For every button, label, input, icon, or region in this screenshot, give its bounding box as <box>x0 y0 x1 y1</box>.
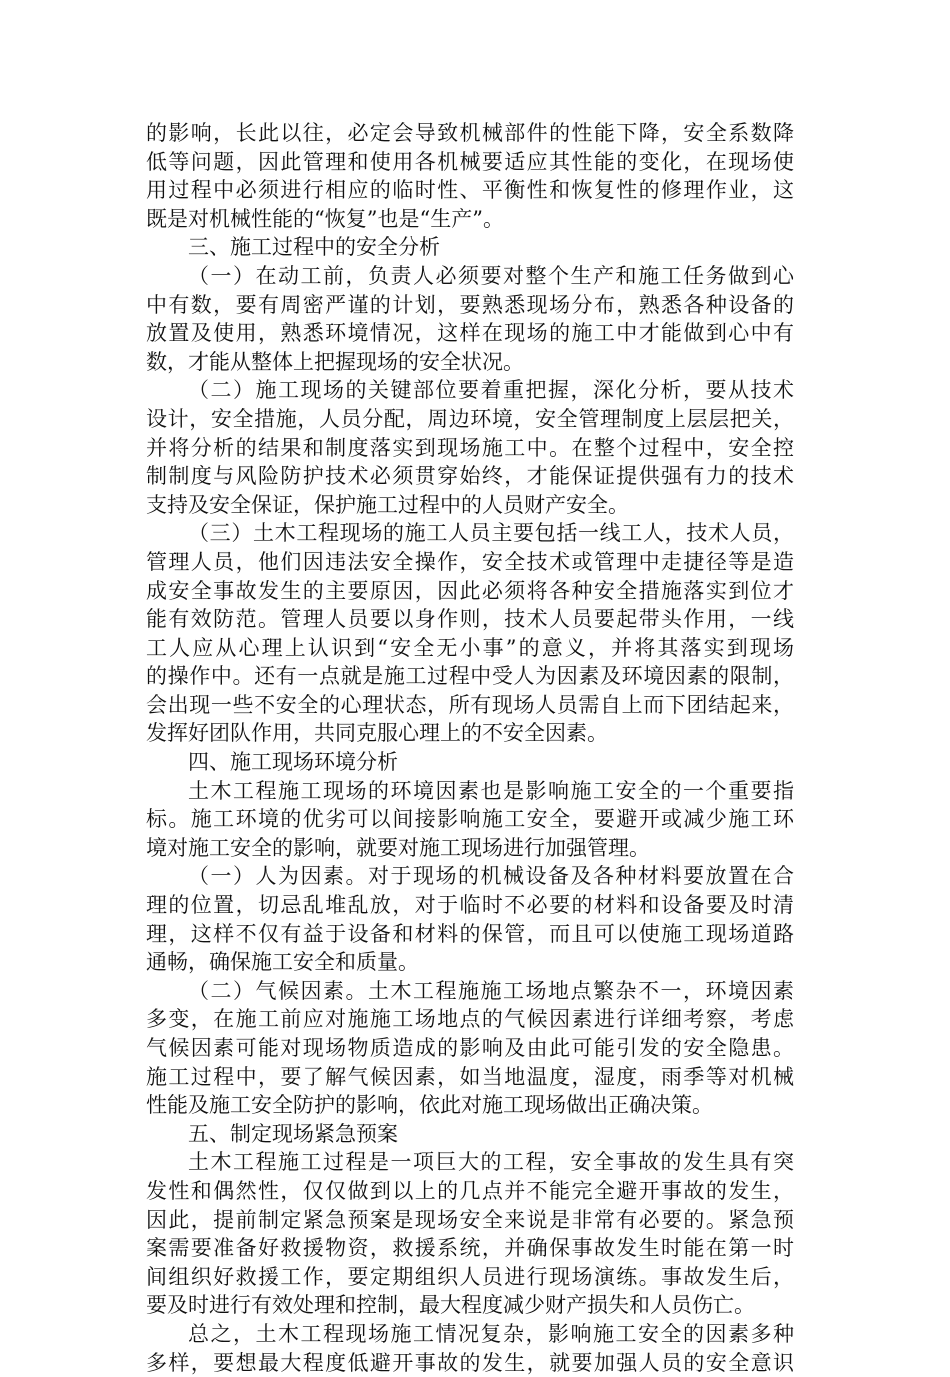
paragraph-line: 管理人员，他们因违法安全操作，安全技术或管理中走捷径等是造 <box>146 549 794 574</box>
document-body <box>146 119 794 1377</box>
paragraph-line: 性能及施工安全防护的影响，依此对施工现场做出正确决策。 <box>146 1093 713 1118</box>
paragraph-line: 能有效防范。管理人员要以身作则，技术人员要起带头作用，一线 <box>146 607 794 632</box>
paragraph-line: （二）气候因素。土木工程施施工场地点繁杂不一，环境因素 <box>188 978 794 1003</box>
paragraph-line: 境对施工安全的影响，就要对施工现场进行加强管理。 <box>146 835 650 860</box>
paragraph-line: （一）人为因素。对于现场的机械设备及各种材料要放置在合 <box>188 864 794 889</box>
paragraph-line: 气候因素可能对现场物质造成的影响及由此可能引发的安全隐患。 <box>146 1036 794 1060</box>
paragraph-line: 既是对机械性能的“恢复”也是“生产”。 <box>146 206 504 231</box>
section-heading: 五、制定现场紧急预案 <box>188 1121 398 1146</box>
paragraph-line: 多变，在施工前应对施施工场地点的气候因素进行详细考察，考虑 <box>146 1007 794 1032</box>
paragraph-line: 工人应从心理上认识到“安全无小事”的意义，并将其落实到现场 <box>146 635 794 660</box>
paragraph-line: 理的位置，切忌乱堆乱放，对于临时不必要的材料和设备要及时清 <box>146 893 794 918</box>
paragraph-line: 土木工程施工过程是一项巨大的工程，安全事故的发生具有突 <box>188 1150 794 1175</box>
paragraph-line: 会出现一些不安全的心理状态，所有现场人员需自上而下团结起来， <box>146 692 794 717</box>
paragraph-line: （三）土木工程现场的施工人员主要包括一线工人，技术人员， <box>188 521 794 546</box>
paragraph-line: 间组织好救援工作，要定期组织人员进行现场演练。事故发生后， <box>146 1264 794 1289</box>
paragraph-line: 发性和偶然性，仅仅做到以上的几点并不能完全避开事故的发生， <box>146 1178 794 1203</box>
paragraph-line: 通畅，确保施工安全和质量。 <box>146 950 419 975</box>
paragraph-line: 数，才能从整体上把握现场的安全状况。 <box>146 349 524 374</box>
paragraph-line: 放置及使用，熟悉环境情况，这样在现场的施工中才能做到心中有 <box>146 321 794 346</box>
paragraph-line: 理，这样不仅有益于设备和材料的保管，而且可以使施工现场道路 <box>146 921 794 946</box>
paragraph-line: 低等问题，因此管理和使用各机械要适应其性能的变化，在现场使 <box>146 149 794 174</box>
paragraph-line: （二）施工现场的关键部位要着重把握，深化分析，要从技术 <box>188 378 794 403</box>
paragraph-line: 要及时进行有效处理和控制，最大程度减少财产损失和人员伤亡。 <box>146 1293 755 1318</box>
paragraph-line: 总之，土木工程现场施工情况复杂，影响施工安全的因素多种 <box>188 1321 794 1346</box>
paragraph-line: 案需要准备好救援物资，救援系统，并确保事故发生时能在第一时 <box>146 1236 794 1261</box>
section-heading: 四、施工现场环境分析 <box>188 750 398 775</box>
paragraph-line: 并将分析的结果和制度落实到现场施工中。在整个过程中，安全控 <box>146 435 794 460</box>
paragraph-line: 制制度与风险防护技术必须贯穿始终，才能保证提供强有力的技术 <box>146 464 794 489</box>
paragraph-line: 的影响，长此以往，必定会导致机械部件的性能下降，安全系数降 <box>146 121 794 145</box>
paragraph-line: 多样，要想最大程度低避开事故的发生，就要加强人员的安全意识 <box>146 1350 794 1375</box>
paragraph-line: 设计，安全措施，人员分配，周边环境，安全管理制度上层层把关， <box>146 406 794 431</box>
paragraph-line: 标。施工环境的优劣可以间接影响施工安全，要避开或减少施工环 <box>146 807 794 832</box>
paragraph-line: 中有数，要有周密严谨的计划，要熟悉现场分布，熟悉各种设备的 <box>146 292 794 317</box>
paragraph-line: 发挥好团队作用，共同克服心理上的不安全因素。 <box>146 721 608 746</box>
section-heading: 三、施工过程中的安全分析 <box>188 235 440 260</box>
paragraph-line: 支持及安全保证，保护施工过程中的人员财产安全。 <box>146 492 629 517</box>
paragraph-line: 的操作中。还有一点就是施工过程中受人为因素及环境因素的限制， <box>146 664 794 689</box>
paragraph-line: 土木工程施工现场的环境因素也是影响施工安全的一个重要指 <box>188 778 794 803</box>
paragraph-line: 因此，提前制定紧急预案是现场安全来说是非常有必要的。紧急预 <box>146 1207 794 1232</box>
paragraph-line: 施工过程中，要了解气候因素，如当地温度，湿度，雨季等对机械 <box>146 1064 794 1089</box>
paragraph-line: 成安全事故发生的主要原因，因此必须将各种安全措施落实到位才 <box>146 578 794 603</box>
paragraph-line: （一）在动工前，负责人必须要对整个生产和施工任务做到心 <box>188 263 794 288</box>
paragraph-line: 用过程中必须进行相应的临时性、平衡性和恢复性的修理作业，这 <box>146 178 794 203</box>
